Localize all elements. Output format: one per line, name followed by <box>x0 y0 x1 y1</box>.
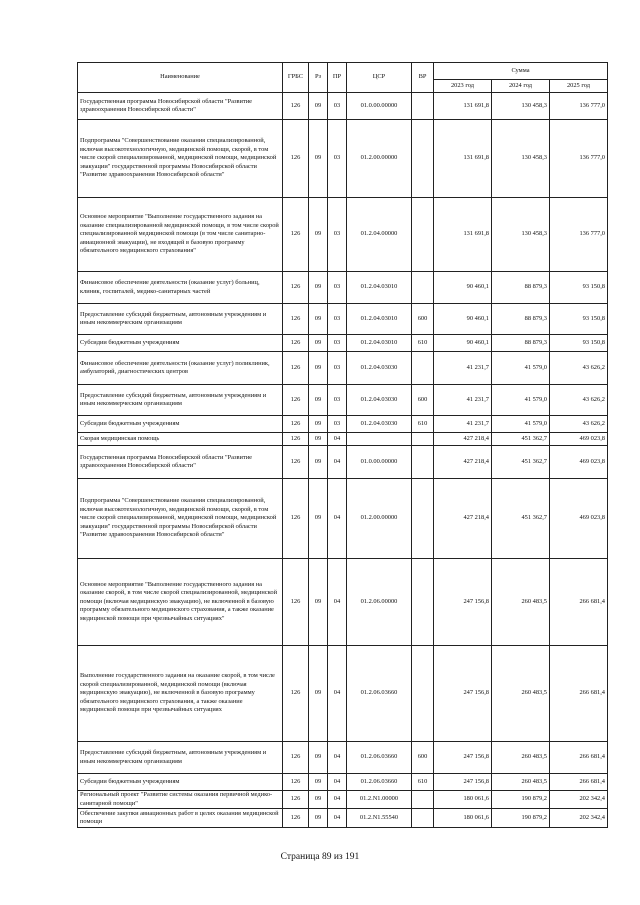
row-amount-2024: 190 879,2 <box>492 791 550 809</box>
row-amount-2023: 427 218,4 <box>434 479 492 559</box>
row-pr: 04 <box>328 559 347 646</box>
row-pr: 04 <box>328 809 347 828</box>
row-grbs: 126 <box>283 446 309 479</box>
row-pr: 04 <box>328 774 347 791</box>
row-amount-2023: 90 460,1 <box>434 304 492 335</box>
row-amount-2023: 131 691,8 <box>434 198 492 272</box>
row-amount-2024: 130 458,3 <box>492 120 550 198</box>
row-amount-2023: 131 691,8 <box>434 93 492 120</box>
row-amount-2023: 90 460,1 <box>434 272 492 304</box>
row-amount-2024: 88 879,3 <box>492 304 550 335</box>
row-grbs: 126 <box>283 774 309 791</box>
row-csr: 01.2.N1.00000 <box>347 791 412 809</box>
row-amount-2025: 136 777,0 <box>550 120 608 198</box>
row-csr: 01.2.04.03030 <box>347 352 412 385</box>
header-sum: Сумма <box>434 63 608 80</box>
row-vr: 610 <box>412 416 434 433</box>
row-pr: 04 <box>328 646 347 742</box>
table-row <box>78 479 608 559</box>
row-rz: 09 <box>309 742 328 774</box>
row-vr <box>412 559 434 646</box>
row-vr <box>412 446 434 479</box>
row-rz: 09 <box>309 304 328 335</box>
row-csr: 01.2.04.03010 <box>347 272 412 304</box>
header-grbs: ГРБС <box>283 63 309 93</box>
row-amount-2023: 427 218,4 <box>434 433 492 446</box>
table-row <box>78 791 608 809</box>
row-rz: 09 <box>309 433 328 446</box>
row-amount-2025: 266 681,4 <box>550 774 608 791</box>
row-amount-2023: 131 691,8 <box>434 120 492 198</box>
row-amount-2023: 180 061,6 <box>434 809 492 828</box>
row-name: Скорая медицинская помощь <box>78 433 283 446</box>
row-grbs: 126 <box>283 335 309 352</box>
row-name: Предоставление субсидий бюджетным, автономным учреждениям и иным некоммерческим организациям <box>78 742 283 774</box>
row-amount-2023: 41 231,7 <box>434 385 492 416</box>
row-pr: 03 <box>328 120 347 198</box>
row-pr: 03 <box>328 304 347 335</box>
row-amount-2024: 260 483,5 <box>492 559 550 646</box>
row-pr: 04 <box>328 446 347 479</box>
row-pr: 03 <box>328 93 347 120</box>
row-vr: 600 <box>412 742 434 774</box>
table-body <box>78 93 608 828</box>
row-name: Основное мероприятие "Выполнение государственного задания на оказание скорой, в том числе скорой специализированной, медицинской помощи (включая медицинскую эвакуацию), не включенной в базовую программу обязательного медицинского страхования, а также оказание медицинской помощи при чрезвычайных ситуациях" <box>78 559 283 646</box>
row-grbs: 126 <box>283 272 309 304</box>
row-name: Финансовое обеспечение деятельности (оказание услуг) больниц, клиник, госпиталей, медико-санитарных частей <box>78 272 283 304</box>
table-row <box>78 416 608 433</box>
row-amount-2025: 469 023,8 <box>550 446 608 479</box>
row-vr <box>412 791 434 809</box>
row-name: Государственная программа Новосибирской области "Развитие здравоохранения Новосибирской области" <box>78 93 283 120</box>
row-amount-2025: 93 150,8 <box>550 272 608 304</box>
row-rz: 09 <box>309 352 328 385</box>
row-amount-2024: 451 362,7 <box>492 433 550 446</box>
row-name: Субсидии бюджетным учреждениям <box>78 416 283 433</box>
row-name: Предоставление субсидий бюджетным, автономным учреждениям и иным некоммерческим организациям <box>78 385 283 416</box>
row-csr: 01.2.04.03030 <box>347 416 412 433</box>
row-csr: 01.0.00.00000 <box>347 446 412 479</box>
row-csr: 01.0.00.00000 <box>347 93 412 120</box>
row-vr: 600 <box>412 304 434 335</box>
table-row <box>78 120 608 198</box>
row-amount-2024: 451 362,7 <box>492 446 550 479</box>
row-rz: 09 <box>309 93 328 120</box>
row-amount-2024: 88 879,3 <box>492 335 550 352</box>
header-vr: ВР <box>412 63 434 93</box>
row-grbs: 126 <box>283 742 309 774</box>
row-csr: 01.2.04.03010 <box>347 335 412 352</box>
row-amount-2024: 88 879,3 <box>492 272 550 304</box>
header-year-2025: 2025 год <box>550 80 608 93</box>
row-csr: 01.2.N1.55540 <box>347 809 412 828</box>
row-vr: 610 <box>412 335 434 352</box>
row-name: Предоставление субсидий бюджетным, автономным учреждениям и иным некоммерческим организациям <box>78 304 283 335</box>
row-name: Подпрограмма "Совершенствование оказания специализированной, включая высокотехнологичную, медицинской помощи, скорой, в том числе скорой специализированной, медицинской помощи, медицинской эвакуации" государственной программы Новосибирской области "Развитие здравоохранения Новосибирской области" <box>78 479 283 559</box>
row-amount-2025: 93 150,8 <box>550 335 608 352</box>
row-name: Субсидии бюджетным учреждениям <box>78 774 283 791</box>
table-row <box>78 198 608 272</box>
header-rz: Рз <box>309 63 328 93</box>
row-pr: 03 <box>328 385 347 416</box>
row-csr: 01.2.00.00000 <box>347 479 412 559</box>
row-grbs: 126 <box>283 304 309 335</box>
row-name: Основное мероприятие "Выполнение государственного задания на оказание специализированной медицинской помощи, в том числе скорой специализированной медицинской помощи (в том числе санитарно-авиационной эвакуации), не входящей в базовую программу обязательного медицинского страхования" <box>78 198 283 272</box>
table-row <box>78 335 608 352</box>
row-amount-2025: 202 342,4 <box>550 809 608 828</box>
row-vr <box>412 809 434 828</box>
row-csr: 01.2.06.03660 <box>347 774 412 791</box>
row-vr <box>412 352 434 385</box>
row-rz: 09 <box>309 791 328 809</box>
header-csr: ЦСР <box>347 63 412 93</box>
row-amount-2025: 469 023,8 <box>550 433 608 446</box>
row-amount-2025: 43 626,2 <box>550 352 608 385</box>
row-pr: 03 <box>328 352 347 385</box>
row-amount-2023: 41 231,7 <box>434 416 492 433</box>
row-amount-2023: 247 156,8 <box>434 646 492 742</box>
row-grbs: 126 <box>283 559 309 646</box>
row-amount-2025: 93 150,8 <box>550 304 608 335</box>
header-pr: ПР <box>328 63 347 93</box>
page-number: Страница 89 из 191 <box>280 852 360 862</box>
row-grbs: 126 <box>283 433 309 446</box>
row-csr: 01.2.00.00000 <box>347 120 412 198</box>
row-grbs: 126 <box>283 791 309 809</box>
row-amount-2025: 43 626,2 <box>550 385 608 416</box>
row-csr: 01.2.06.00000 <box>347 559 412 646</box>
row-vr <box>412 433 434 446</box>
row-vr: 600 <box>412 385 434 416</box>
row-amount-2025: 43 626,2 <box>550 416 608 433</box>
row-pr: 04 <box>328 479 347 559</box>
table-row <box>78 385 608 416</box>
table-row <box>78 809 608 828</box>
row-csr: 01.2.04.03010 <box>347 304 412 335</box>
row-amount-2024: 130 458,3 <box>492 93 550 120</box>
row-name: Государственная программа Новосибирской области "Развитие здравоохранения Новосибирской области" <box>78 446 283 479</box>
row-name: Обеспечение закупки авиационных работ в целях оказания медицинской помощи <box>78 809 283 828</box>
row-amount-2023: 427 218,4 <box>434 446 492 479</box>
header-year-2023: 2023 год <box>434 80 492 93</box>
row-name: Выполнение государственного задания на оказание скорой, в том числе скорой специализированной, медицинской помощи (включая медицинскую эвакуацию), не включенной в базовую программу обязательного медицинского страхования, а также оказание медицинской помощи при чрезвычайных ситуациях <box>78 646 283 742</box>
row-grbs: 126 <box>283 352 309 385</box>
row-amount-2023: 247 156,8 <box>434 742 492 774</box>
row-grbs: 126 <box>283 416 309 433</box>
row-amount-2023: 41 231,7 <box>434 352 492 385</box>
row-name: Субсидии бюджетным учреждениям <box>78 335 283 352</box>
row-grbs: 126 <box>283 809 309 828</box>
row-amount-2025: 136 777,0 <box>550 198 608 272</box>
row-amount-2024: 41 579,0 <box>492 416 550 433</box>
row-csr: 01.2.04.00000 <box>347 198 412 272</box>
table-row <box>78 433 608 446</box>
row-rz: 09 <box>309 335 328 352</box>
row-amount-2024: 260 483,5 <box>492 774 550 791</box>
row-amount-2025: 266 681,4 <box>550 742 608 774</box>
row-name: Подпрограмма "Совершенствование оказания специализированной, включая высокотехнологичную, медицинской помощи, скорой, в том числе скорой специализированной, медицинской помощи, медицинской эвакуации" государственной программы Новосибирской области "Развитие здравоохранения Новосибирской области" <box>78 120 283 198</box>
row-rz: 09 <box>309 774 328 791</box>
budget-table <box>77 62 608 828</box>
table-row <box>78 559 608 646</box>
row-amount-2024: 260 483,5 <box>492 742 550 774</box>
row-csr: 01.2.06.03660 <box>347 742 412 774</box>
table-row <box>78 646 608 742</box>
row-vr <box>412 198 434 272</box>
row-amount-2024: 130 458,3 <box>492 198 550 272</box>
row-amount-2025: 469 023,8 <box>550 479 608 559</box>
row-rz: 09 <box>309 646 328 742</box>
row-vr <box>412 646 434 742</box>
row-rz: 09 <box>309 120 328 198</box>
row-pr: 03 <box>328 416 347 433</box>
row-pr: 03 <box>328 272 347 304</box>
table-row <box>78 93 608 120</box>
row-amount-2025: 266 681,4 <box>550 646 608 742</box>
row-rz: 09 <box>309 559 328 646</box>
row-rz: 09 <box>309 446 328 479</box>
row-grbs: 126 <box>283 120 309 198</box>
row-amount-2023: 90 460,1 <box>434 335 492 352</box>
row-grbs: 126 <box>283 479 309 559</box>
row-pr: 03 <box>328 198 347 272</box>
row-pr: 03 <box>328 335 347 352</box>
row-amount-2025: 266 681,4 <box>550 559 608 646</box>
row-name: Региональный проект "Развитие системы оказания первичной медико-санитарной помощи" <box>78 791 283 809</box>
row-vr: 610 <box>412 774 434 791</box>
row-rz: 09 <box>309 416 328 433</box>
row-amount-2023: 247 156,8 <box>434 559 492 646</box>
row-csr <box>347 433 412 446</box>
row-name: Финансовое обеспечение деятельности (оказание услуг) поликлиник, амбулаторий, диагностических центров <box>78 352 283 385</box>
table-row <box>78 742 608 774</box>
row-amount-2025: 202 342,4 <box>550 791 608 809</box>
row-grbs: 126 <box>283 198 309 272</box>
row-csr: 01.2.04.03030 <box>347 385 412 416</box>
row-rz: 09 <box>309 479 328 559</box>
table-row <box>78 352 608 385</box>
row-vr <box>412 479 434 559</box>
row-pr: 04 <box>328 742 347 774</box>
row-csr: 01.2.06.03660 <box>347 646 412 742</box>
row-rz: 09 <box>309 385 328 416</box>
header-name: Наименование <box>78 63 283 93</box>
table-row <box>78 446 608 479</box>
row-vr <box>412 272 434 304</box>
row-amount-2024: 451 362,7 <box>492 479 550 559</box>
row-amount-2024: 41 579,0 <box>492 385 550 416</box>
row-grbs: 126 <box>283 646 309 742</box>
table-row <box>78 272 608 304</box>
row-amount-2023: 247 156,8 <box>434 774 492 791</box>
row-amount-2025: 136 777,0 <box>550 93 608 120</box>
row-amount-2024: 190 879,2 <box>492 809 550 828</box>
row-grbs: 126 <box>283 93 309 120</box>
row-rz: 09 <box>309 198 328 272</box>
row-pr: 04 <box>328 791 347 809</box>
table-row <box>78 304 608 335</box>
row-vr <box>412 120 434 198</box>
row-rz: 09 <box>309 809 328 828</box>
row-amount-2024: 41 579,0 <box>492 352 550 385</box>
row-pr: 04 <box>328 433 347 446</box>
header-year-2024: 2024 год <box>492 80 550 93</box>
row-rz: 09 <box>309 272 328 304</box>
row-amount-2024: 260 483,5 <box>492 646 550 742</box>
row-grbs: 126 <box>283 385 309 416</box>
table-row <box>78 774 608 791</box>
row-amount-2023: 180 061,6 <box>434 791 492 809</box>
row-vr <box>412 93 434 120</box>
